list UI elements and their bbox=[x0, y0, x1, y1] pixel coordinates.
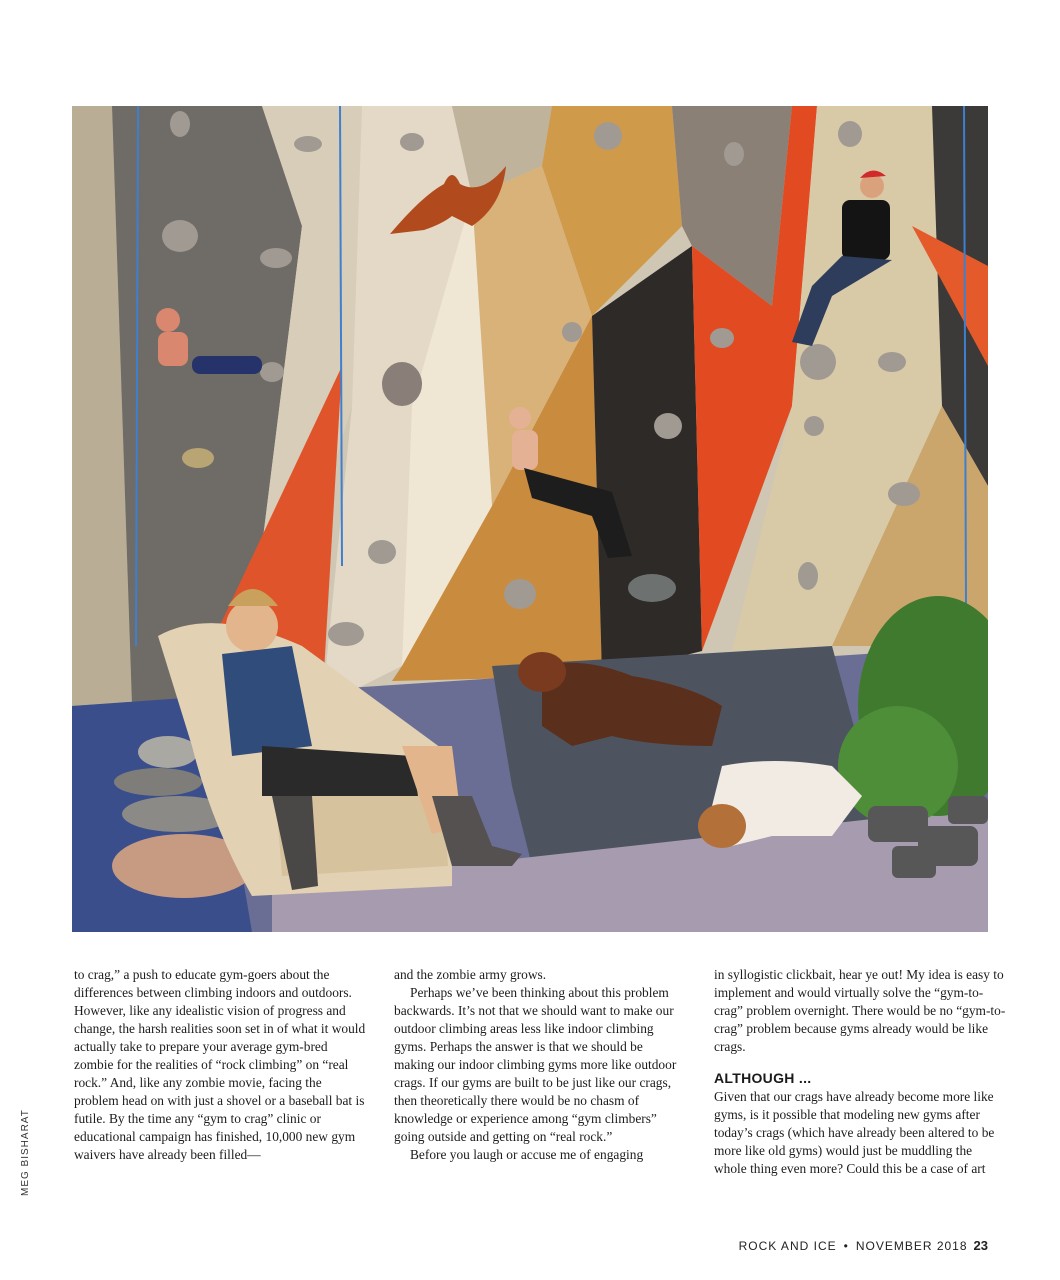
text-column-2 bbox=[394, 966, 686, 1164]
page-footer bbox=[739, 1238, 988, 1253]
paragraph: Before you laugh or accuse me of engaging bbox=[410, 1147, 644, 1162]
issue-date: NOVEMBER 2018 bbox=[855, 1239, 968, 1253]
magazine-name: ROCK AND ICE bbox=[738, 1239, 837, 1253]
paragraph: Perhaps we’ve been thinking about this problem backwards. It’s not that we should want to make our outdoor climbing areas less like indoor climbing gyms. Perhaps the answer is that we should be making our indoor climbing gyms more like outdoor crags. If our gyms are built to be just like our crags, then theoretically there would be no chasm of knowledge or experience among “gym climbers” going outside and getting on “real rock.” bbox=[394, 985, 677, 1144]
paragraph: in syllogistic clickbait, hear ye out! My idea is easy to implement and would virtually solve the “gym-to-crag” problem overnight. There would be no “gym-to-crag” problem because gyms already would be like crags. bbox=[714, 967, 1006, 1054]
paragraph: and the zombie army grows. bbox=[394, 967, 547, 982]
text-column-3 bbox=[714, 966, 1006, 1178]
climbing-gym-illustration bbox=[72, 106, 988, 932]
section-subhead: ALTHOUGH ... bbox=[714, 1070, 812, 1086]
text-column-1 bbox=[74, 966, 366, 1164]
paragraph: to crag,” a push to educate gym-goers about the differences between climbing indoors and outdoors. However, like any idealistic vision of progress and change, the harsh realities soon set in of what it would actually take to prepare your average gym-bred zombie for the realities of “rock climbing” on “real rock.” And, like any zombie movie, facing the problem head on with just a shovel or a baseball bat is futile. By the time any “gym to crag” clinic or educational campaign has finished, 10,000 new gym waivers have already been filled— bbox=[74, 967, 366, 1162]
photo-credit: MEG BISHARAT bbox=[20, 1109, 31, 1196]
page-number: 23 bbox=[973, 1238, 988, 1253]
footer-separator: • bbox=[843, 1239, 849, 1253]
paragraph: Given that our crags have already become more like gyms, is it possible that modeling new gyms after today’s crags (which have already been altered to be more like old gyms) would just be muddling the whole thing even more? Could this be a case of art bbox=[714, 1089, 995, 1176]
